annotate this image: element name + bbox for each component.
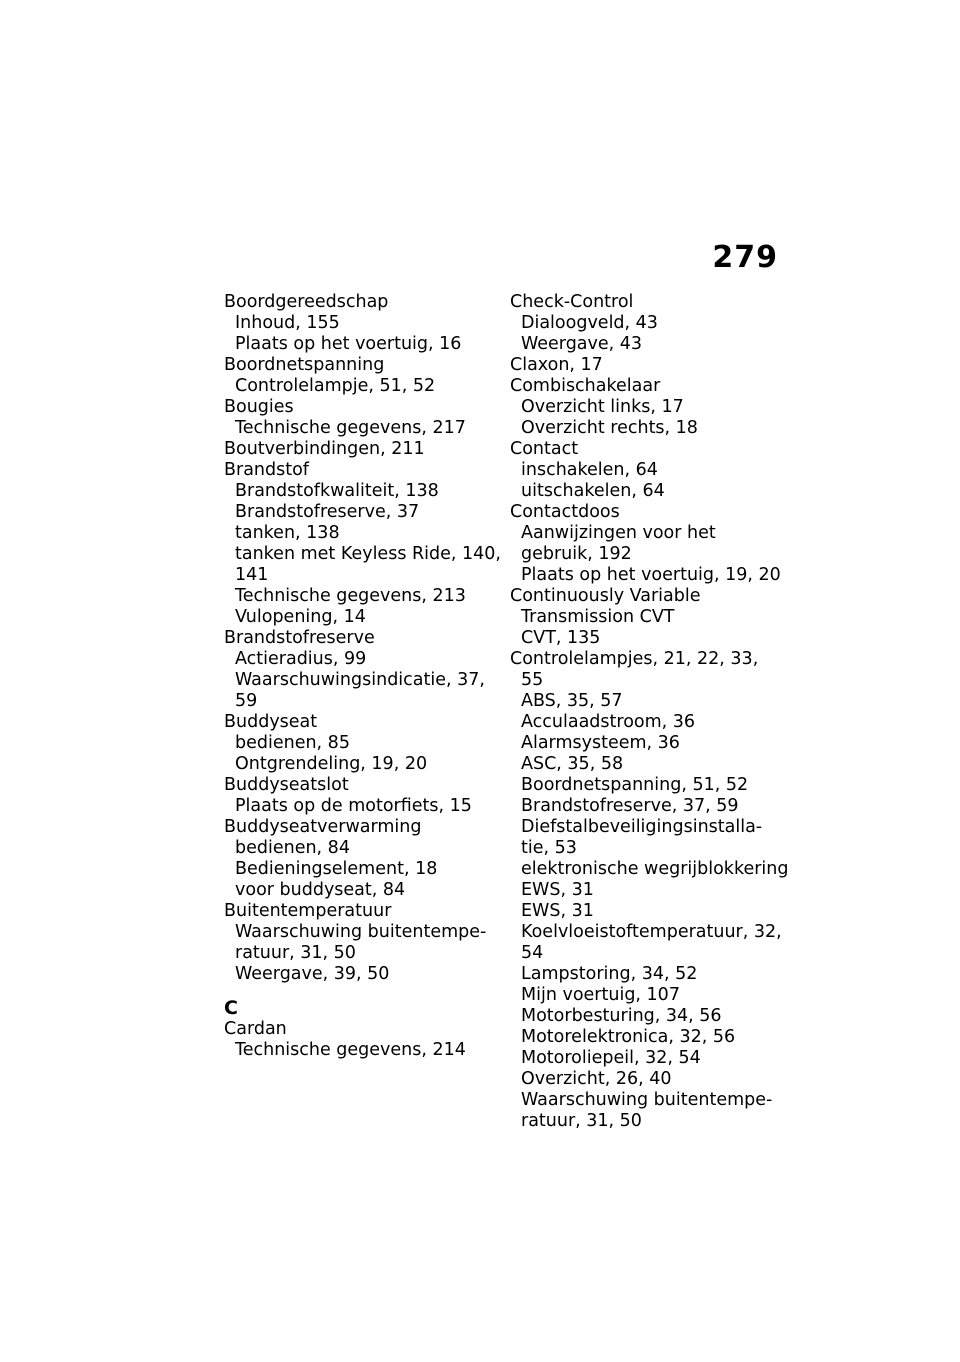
index-sub-term: EWS, 31 [521,901,594,921]
index-entry [224,397,509,439]
index-sub-term: ASC, 35, 58 [521,754,624,774]
index-sub-term: 55 [521,670,544,690]
index-entry [510,292,795,355]
index-main-term: Claxon, 17 [510,355,603,375]
index-sub-term: uitschakelen, 64 [521,481,665,501]
index-sub-term: EWS, 31 [521,880,594,900]
index-sub-term: Weergave, 39, 50 [235,964,390,984]
index-sub-term: Boordnetspanning, 51, 52 [521,775,749,795]
index-sub-term: inschakelen, 64 [521,460,658,480]
index-sub-term: Koelvloeistoftemperatuur, 32, [521,922,782,942]
index-main-term: Boordgereedschap [224,292,389,312]
index-sub-term: Overzicht, 26, 40 [521,1069,672,1089]
index-main-term: Controlelampjes, 21, 22, 33, [510,649,759,669]
index-entry [510,376,795,439]
index-sub-term: Weergave, 43 [521,334,643,354]
index-sub-term: 54 [521,943,544,963]
index-entry [224,817,509,901]
index-sub-term: bedienen, 85 [235,733,350,753]
index-sub-term: Controlelampje, 51, 52 [235,376,436,396]
index-sub-term: Overzicht links, 17 [521,397,684,417]
index-sub-term: ratuur, 31, 50 [521,1111,642,1131]
index-sub-term: bedienen, 84 [235,838,350,858]
index-sub-term: voor buddyseat, 84 [235,880,406,900]
index-entry [224,292,509,355]
index-sub-term: Plaats op het voertuig, 19, 20 [521,565,781,585]
index-main-term: Buddyseat [224,712,318,732]
index-sub-term: Brandstofreserve, 37, 59 [521,796,739,816]
index-sub-term: Brandstofreserve, 37 [235,502,420,522]
index-sub-term: ratuur, 31, 50 [235,943,356,963]
index-main-term: Buitentemperatuur [224,901,392,921]
index-sub-term: Waarschuwing buitentempe- [235,922,487,942]
index-entry [510,586,795,649]
index-entry [224,460,509,628]
index-main-term: Boutverbindingen, 211 [224,439,425,459]
index-entry [224,439,509,460]
index-entry [224,355,509,397]
section-letter-c: C [224,997,238,1019]
index-main-term: Contact [510,439,579,459]
index-sub-term: tanken, 138 [235,523,340,543]
index-sub-term: 59 [235,691,258,711]
index-sub-term: Mijn voertuig, 107 [521,985,680,1005]
index-main-term: Continuously Variable [510,586,701,606]
index-sub-term: 141 [235,565,269,585]
index-sub-term: Ontgrendeling, 19, 20 [235,754,428,774]
index-sub-term: Alarmsysteem, 36 [521,733,680,753]
index-entry [510,355,795,376]
index-main-term: Contactdoos [510,502,620,522]
index-sub-term: tanken met Keyless Ride, 140, [235,544,501,564]
index-sub-term: Bedieningselement, 18 [235,859,438,879]
index-sub-term: Inhoud, 155 [235,313,340,333]
index-entry [224,712,509,775]
index-entry [224,775,509,817]
index-sub-term: ABS, 35, 57 [521,691,623,711]
index-main-term: Boordnetspanning [224,355,385,375]
index-main-term: Combischakelaar [510,376,661,396]
index-entry [510,649,795,1132]
index-main-term: Bougies [224,397,294,417]
index-main-term: Buddyseatslot [224,775,349,795]
page-number: 279 [712,240,778,275]
index-sub-term: Technische gegevens, 217 [235,418,466,438]
index-sub-term: Motorbesturing, 34, 56 [521,1006,722,1026]
index-sub-term: Lampstoring, 34, 52 [521,964,698,984]
index-sub-term: Aanwijzingen voor het [521,523,716,543]
index-sub-term: CVT, 135 [521,628,601,648]
index-sub-term: Plaats op de motorfiets, 15 [235,796,472,816]
index-main-term: Buddyseatverwarming [224,817,422,837]
index-main-term: Check-Control [510,292,634,312]
index-sub-term: Motoroliepeil, 32, 54 [521,1048,701,1068]
index-sub-term: Waarschuwing buitentempe- [521,1090,773,1110]
index-main-term: Brandstofreserve [224,628,375,648]
index-sub-term: Acculaadstroom, 36 [521,712,696,732]
index-entry [224,628,509,712]
index-main-term: Brandstof [224,460,309,480]
index-sub-term: Motorelektronica, 32, 56 [521,1027,736,1047]
index-sub-term: tie, 53 [521,838,577,858]
index-sub-term: Transmission CVT [521,607,675,627]
index-entry [510,502,795,586]
index-sub-term: Diefstalbeveiligingsinstalla- [521,817,763,837]
index-column-left [224,292,509,1061]
index-column-right [510,292,795,1132]
index-sub-term: Vulopening, 14 [235,607,366,627]
index-sub-term: Waarschuwingsindicatie, 37, [235,670,485,690]
index-sub-term: Dialoogveld, 43 [521,313,658,333]
index-sub-term: Overzicht rechts, 18 [521,418,698,438]
index-sub-term: Technische gegevens, 214 [235,1040,466,1060]
index-main-term: Cardan [224,1019,287,1039]
index-sub-term: Actieradius, 99 [235,649,367,669]
index-entry [224,1019,509,1061]
index-sub-term: Plaats op het voertuig, 16 [235,334,462,354]
index-sub-term: Technische gegevens, 213 [235,586,466,606]
index-sub-term: elektronische wegrijblokkering [521,859,789,879]
index-sub-term: Brandstofkwaliteit, 138 [235,481,439,501]
index-entry [510,439,795,502]
index-sub-term: gebruik, 192 [521,544,632,564]
index-entry [224,901,509,985]
